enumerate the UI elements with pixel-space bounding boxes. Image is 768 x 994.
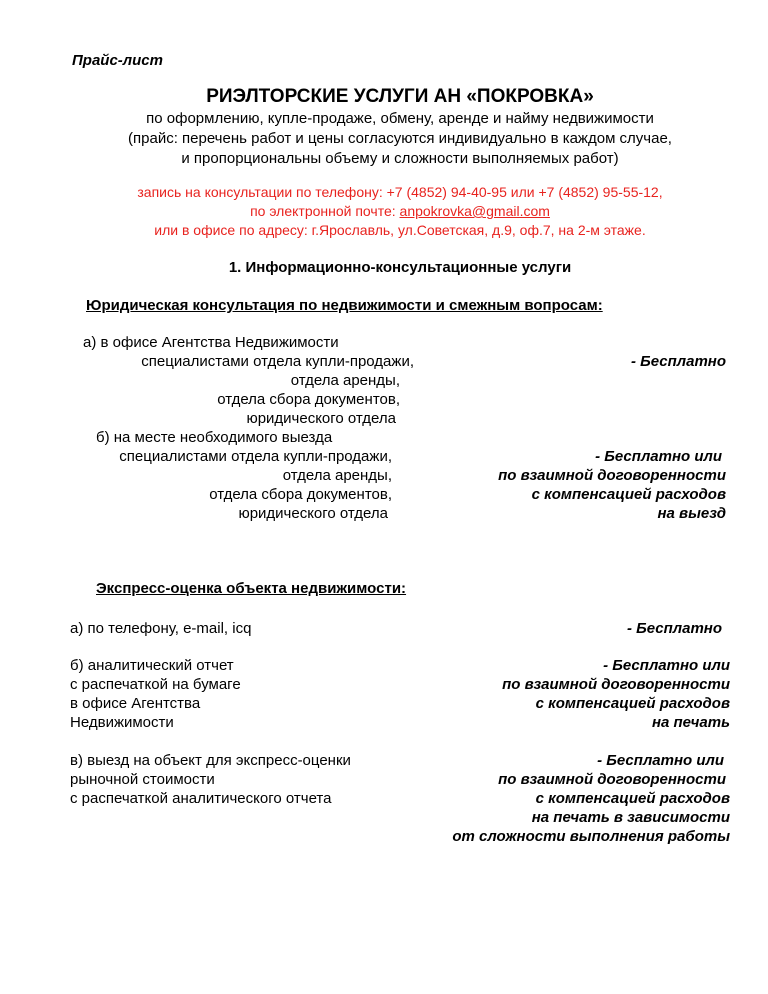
express-b-line: с распечаткой на бумаге	[70, 676, 241, 693]
office-line: отдела сбора документов,	[217, 391, 400, 408]
visit-line: специалистами отдела купли-продажи,	[119, 448, 392, 465]
visit-line: юридического отдела	[238, 505, 388, 522]
visit-price-line: на выезд	[657, 505, 726, 522]
subtitle-line: и пропорциональны объему и сложности выполняемых работ)	[181, 150, 619, 167]
express-b-price-line: с компенсацией расходов	[535, 695, 730, 712]
contact-block	[0, 183, 768, 240]
contact-address: или в офисе по адресу: г.Ярославль, ул.Советская, д.9, оф.7, на 2-м этаже.	[154, 222, 646, 238]
office-line: юридического отдела	[246, 410, 396, 427]
visit-line: б) на месте необходимого выезда	[96, 429, 333, 446]
contact-phone: запись на консультации по телефону: +7 (4852) 94-40-95 или +7 (4852) 95-55-12,	[137, 184, 663, 200]
doc-label: Прайс-лист	[72, 52, 163, 69]
visit-price-line: с компенсацией расходов	[531, 486, 726, 503]
express-c-line: в) выезд на объект для экспресс-оценки	[70, 752, 351, 769]
express-c-price-line: от сложности выполнения работы	[452, 828, 730, 845]
page-title: РИЭЛТОРСКИЕ УСЛУГИ АН «ПОКРОВКА»	[206, 86, 594, 107]
express-c-line: рыночной стоимости	[70, 771, 215, 788]
office-line: специалистами отдела купли-продажи,	[141, 353, 414, 370]
subtitle	[0, 109, 768, 169]
contact-email-prefix: по электронной почте:	[250, 203, 400, 219]
subtitle-line: по оформлению, купле-продаже, обмену, аренде и найму недвижимости	[146, 110, 654, 127]
express-c-price-line: с компенсацией расходов	[535, 790, 730, 807]
visit-line: отдела аренды,	[282, 467, 392, 484]
express-b-line: Недвижимости	[70, 714, 174, 731]
legal-consultation-heading: Юридическая консультация по недвижимости и смежным вопросам:	[86, 297, 603, 314]
email-link[interactable]: anpokrovka@gmail.com	[399, 203, 550, 219]
office-line: а) в офисе Агентства Недвижимости	[83, 334, 339, 351]
express-b-price-line: - Бесплатно или	[603, 657, 730, 674]
express-b-line: в офисе Агентства	[70, 695, 201, 712]
express-c-price-line: по взаимной договоренности	[498, 771, 726, 788]
express-valuation-heading: Экспресс-оценка объекта недвижимости:	[96, 580, 407, 597]
express-b-price-line: по взаимной договоренности	[502, 676, 730, 693]
section-heading: 1. Информационно-консультационные услуги	[228, 259, 572, 276]
visit-line: отдела сбора документов,	[209, 486, 392, 503]
office-price: - Бесплатно	[630, 353, 726, 370]
visit-price-line: - Бесплатно или	[595, 448, 722, 465]
express-b-line: б) аналитический отчет	[70, 657, 234, 674]
office-line: отдела аренды,	[290, 372, 400, 389]
contact-email-line	[0, 202, 768, 221]
express-a-label: а) по телефону, e-mail, icq	[70, 620, 252, 637]
express-c-line: с распечаткой аналитического отчета	[70, 790, 332, 807]
express-a-price: - Бесплатно	[626, 620, 722, 637]
express-c-price-line: - Бесплатно или	[597, 752, 724, 769]
visit-price-line: по взаимной договоренности	[498, 467, 726, 484]
express-c-price-line: на печать в зависимости	[531, 809, 730, 826]
express-b-price-line: на печать	[651, 714, 730, 731]
subtitle-line: (прайс: перечень работ и цены согласуются индивидуально в каждом случае,	[128, 130, 672, 147]
